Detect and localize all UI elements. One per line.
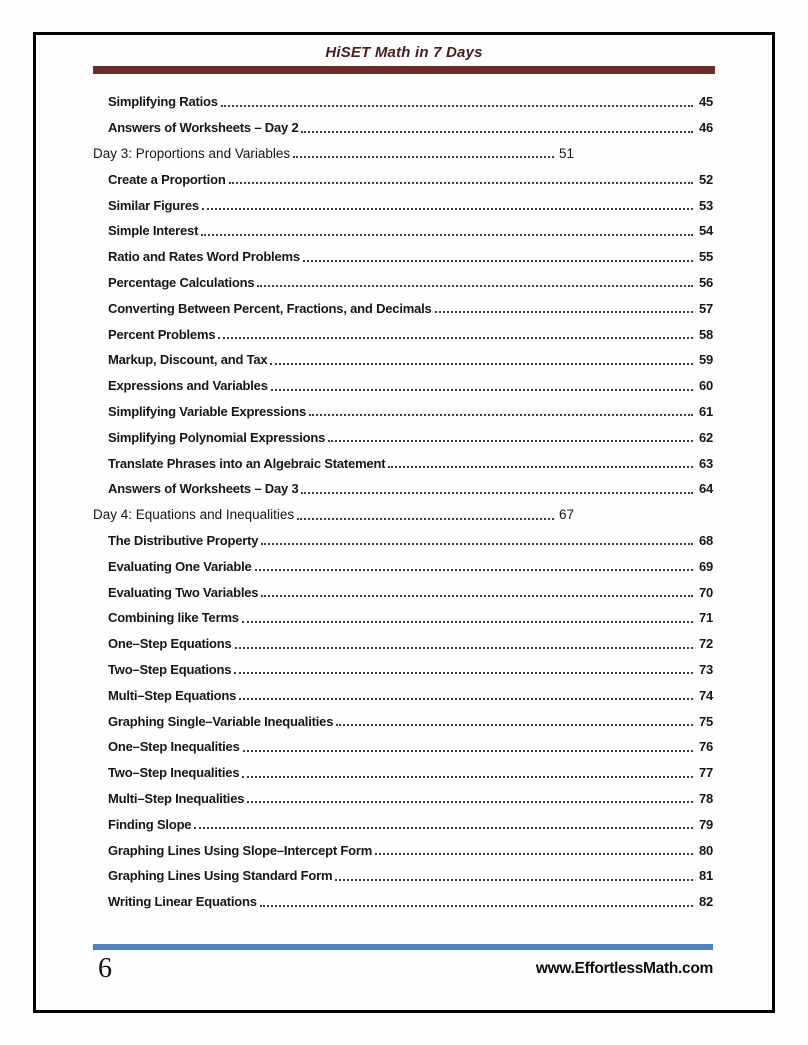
toc-entry	[93, 141, 574, 167]
dotted-leader	[270, 363, 693, 365]
toc-entry-label: Graphing Single–Variable Inequalities	[108, 713, 334, 729]
toc-entry-label: Graphing Lines Using Standard Form	[108, 868, 333, 884]
toc-entry-label: Simple Interest	[108, 223, 199, 239]
dotted-leader	[242, 776, 693, 778]
dotted-leader	[335, 879, 693, 881]
footer-rule	[93, 944, 713, 950]
dotted-leader	[297, 518, 554, 520]
toc-entry-page: 56	[698, 274, 713, 290]
toc-entry	[93, 270, 713, 296]
toc-entry	[93, 218, 713, 244]
toc-entry-page: 69	[698, 558, 713, 574]
toc-entry-page: 78	[698, 790, 713, 806]
dotted-leader	[234, 672, 693, 674]
toc-entry-page: 63	[698, 455, 713, 471]
toc-entry-label: Simplifying Variable Expressions	[108, 403, 307, 419]
toc-entry-label: Simplifying Ratios	[108, 94, 218, 110]
toc-entry	[93, 89, 713, 115]
page-title: HiSET Math in 7 Days	[325, 44, 483, 61]
toc-entry-page: 75	[698, 713, 713, 729]
toc-entry-page: 80	[698, 842, 713, 858]
dotted-leader	[375, 853, 693, 855]
dotted-leader	[260, 905, 693, 907]
dotted-leader	[255, 569, 693, 571]
toc-entry-label: Multi–Step Equations	[108, 687, 237, 703]
toc-entry	[93, 424, 713, 450]
toc-entry	[93, 399, 713, 425]
toc-entry-page: 73	[698, 661, 713, 677]
toc-entry-label: Evaluating One Variable	[108, 558, 252, 574]
dotted-leader	[309, 414, 693, 416]
toc-entry	[93, 528, 713, 554]
dotted-leader	[301, 131, 693, 133]
toc-entry	[93, 450, 713, 476]
page-number: 6	[98, 953, 112, 984]
toc-entry	[93, 166, 713, 192]
toc-entry	[93, 786, 713, 812]
dotted-leader	[235, 647, 693, 649]
toc-entry	[93, 708, 713, 734]
toc-entry	[93, 605, 713, 631]
toc-entry-label: Create a Proportion	[108, 171, 226, 187]
toc-entry-label: Answers of Worksheets – Day 3	[108, 481, 299, 497]
dotted-leader	[301, 492, 693, 494]
toc-entry-label: Similar Figures	[108, 197, 199, 213]
toc-entry-label: Evaluating Two Variables	[108, 584, 259, 600]
toc-entry	[93, 811, 713, 837]
toc-entry-page: 59	[698, 352, 713, 368]
toc-entry-page: 82	[698, 894, 713, 910]
toc-entry-page: 46	[698, 120, 713, 136]
toc-entry	[93, 192, 713, 218]
toc-entry-label: Percentage Calculations	[108, 274, 255, 290]
dotted-leader	[243, 750, 693, 752]
toc-entry	[93, 657, 713, 683]
toc-entry-label: Markup, Discount, and Tax	[108, 352, 268, 368]
toc-entry	[93, 631, 713, 657]
toc-entry-page: 58	[698, 326, 713, 342]
dotted-leader	[201, 234, 693, 236]
dotted-leader	[435, 311, 693, 313]
toc-entry-label: Combining like Terms	[108, 610, 239, 626]
dotted-leader	[293, 156, 554, 158]
toc-entry-label: Finding Slope	[108, 816, 192, 832]
toc-entry	[93, 760, 713, 786]
toc-entry-label: Two–Step Inequalities	[108, 765, 240, 781]
toc-entry	[93, 553, 713, 579]
toc-entry	[93, 295, 713, 321]
dotted-leader	[261, 595, 693, 597]
toc-entry	[93, 115, 713, 141]
toc-entry-page: 77	[698, 765, 713, 781]
toc-entry-page: 67	[558, 507, 574, 523]
dotted-leader	[221, 105, 693, 107]
toc-entry	[93, 476, 713, 502]
toc-entry-page: 45	[698, 94, 713, 110]
dotted-leader	[328, 440, 693, 442]
toc-entry-label: One–Step Inequalities	[108, 739, 240, 755]
toc-entry-label: Writing Linear Equations	[108, 894, 257, 910]
toc-entry-page: 52	[698, 171, 713, 187]
toc-entry-page: 71	[698, 610, 713, 626]
toc-entry-label: Ratio and Rates Word Problems	[108, 249, 300, 265]
toc-entry-page: 70	[698, 584, 713, 600]
toc-entry-label: Converting Between Percent, Fractions, and Decimals	[108, 300, 432, 316]
toc-entry-label: Multi–Step Inequalities	[108, 790, 245, 806]
toc	[93, 89, 713, 915]
dotted-leader	[271, 389, 693, 391]
toc-entry	[93, 373, 713, 399]
toc-entry-label: Two–Step Equations	[108, 661, 232, 677]
dotted-leader	[336, 724, 693, 726]
toc-entry-label: Day 4: Equations and Inequalities	[93, 507, 295, 523]
toc-entry-label: Simplifying Polynomial Expressions	[108, 429, 326, 445]
dotted-leader	[194, 827, 693, 829]
toc-entry-label: Percent Problems	[108, 326, 216, 342]
dotted-leader	[388, 466, 693, 468]
toc-entry-page: 60	[698, 378, 713, 394]
dotted-leader	[303, 260, 693, 262]
website-link[interactable]: www.EffortlessMath.com	[535, 960, 713, 977]
toc-entry	[93, 889, 713, 915]
toc-entry-page: 79	[698, 816, 713, 832]
toc-entry-label: Translate Phrases into an Algebraic Statement	[108, 455, 386, 471]
dotted-leader	[247, 801, 693, 803]
dotted-leader	[257, 285, 693, 287]
toc-entry-label: Day 3: Proportions and Variables	[93, 145, 291, 161]
toc-entry	[93, 244, 713, 270]
toc-entry-page: 76	[698, 739, 713, 755]
toc-entry-page: 51	[558, 145, 574, 161]
toc-entry-label: Graphing Lines Using Slope–Intercept Form	[108, 842, 373, 858]
toc-entry-page: 64	[698, 481, 713, 497]
toc-entry	[93, 579, 713, 605]
dotted-leader	[242, 621, 693, 623]
toc-entry-page: 74	[698, 687, 713, 703]
toc-entry	[93, 837, 713, 863]
toc-entry-label: The Distributive Property	[108, 532, 259, 548]
toc-entry	[93, 321, 713, 347]
toc-entry-page: 72	[698, 636, 713, 652]
dotted-leader	[202, 208, 693, 210]
dotted-leader	[218, 337, 693, 339]
dotted-leader	[229, 182, 693, 184]
toc-entry-page: 57	[698, 300, 713, 316]
toc-entry	[93, 734, 713, 760]
header-rule	[93, 66, 715, 74]
toc-entry	[93, 682, 713, 708]
toc-entry	[93, 863, 713, 889]
toc-entry-page: 55	[698, 249, 713, 265]
dotted-leader	[261, 543, 693, 545]
toc-entry-page: 53	[698, 197, 713, 213]
toc-entry-label: Expressions and Variables	[108, 378, 268, 394]
toc-entry	[93, 502, 574, 528]
toc-entry-page: 81	[698, 868, 713, 884]
dotted-leader	[239, 698, 693, 700]
toc-entry-page: 62	[698, 429, 713, 445]
toc-entry-page: 61	[698, 403, 713, 419]
toc-entry-page: 68	[698, 532, 713, 548]
toc-entry-page: 54	[698, 223, 713, 239]
toc-entry-label: One–Step Equations	[108, 636, 232, 652]
toc-entry	[93, 347, 713, 373]
toc-entry-label: Answers of Worksheets – Day 2	[108, 120, 299, 136]
